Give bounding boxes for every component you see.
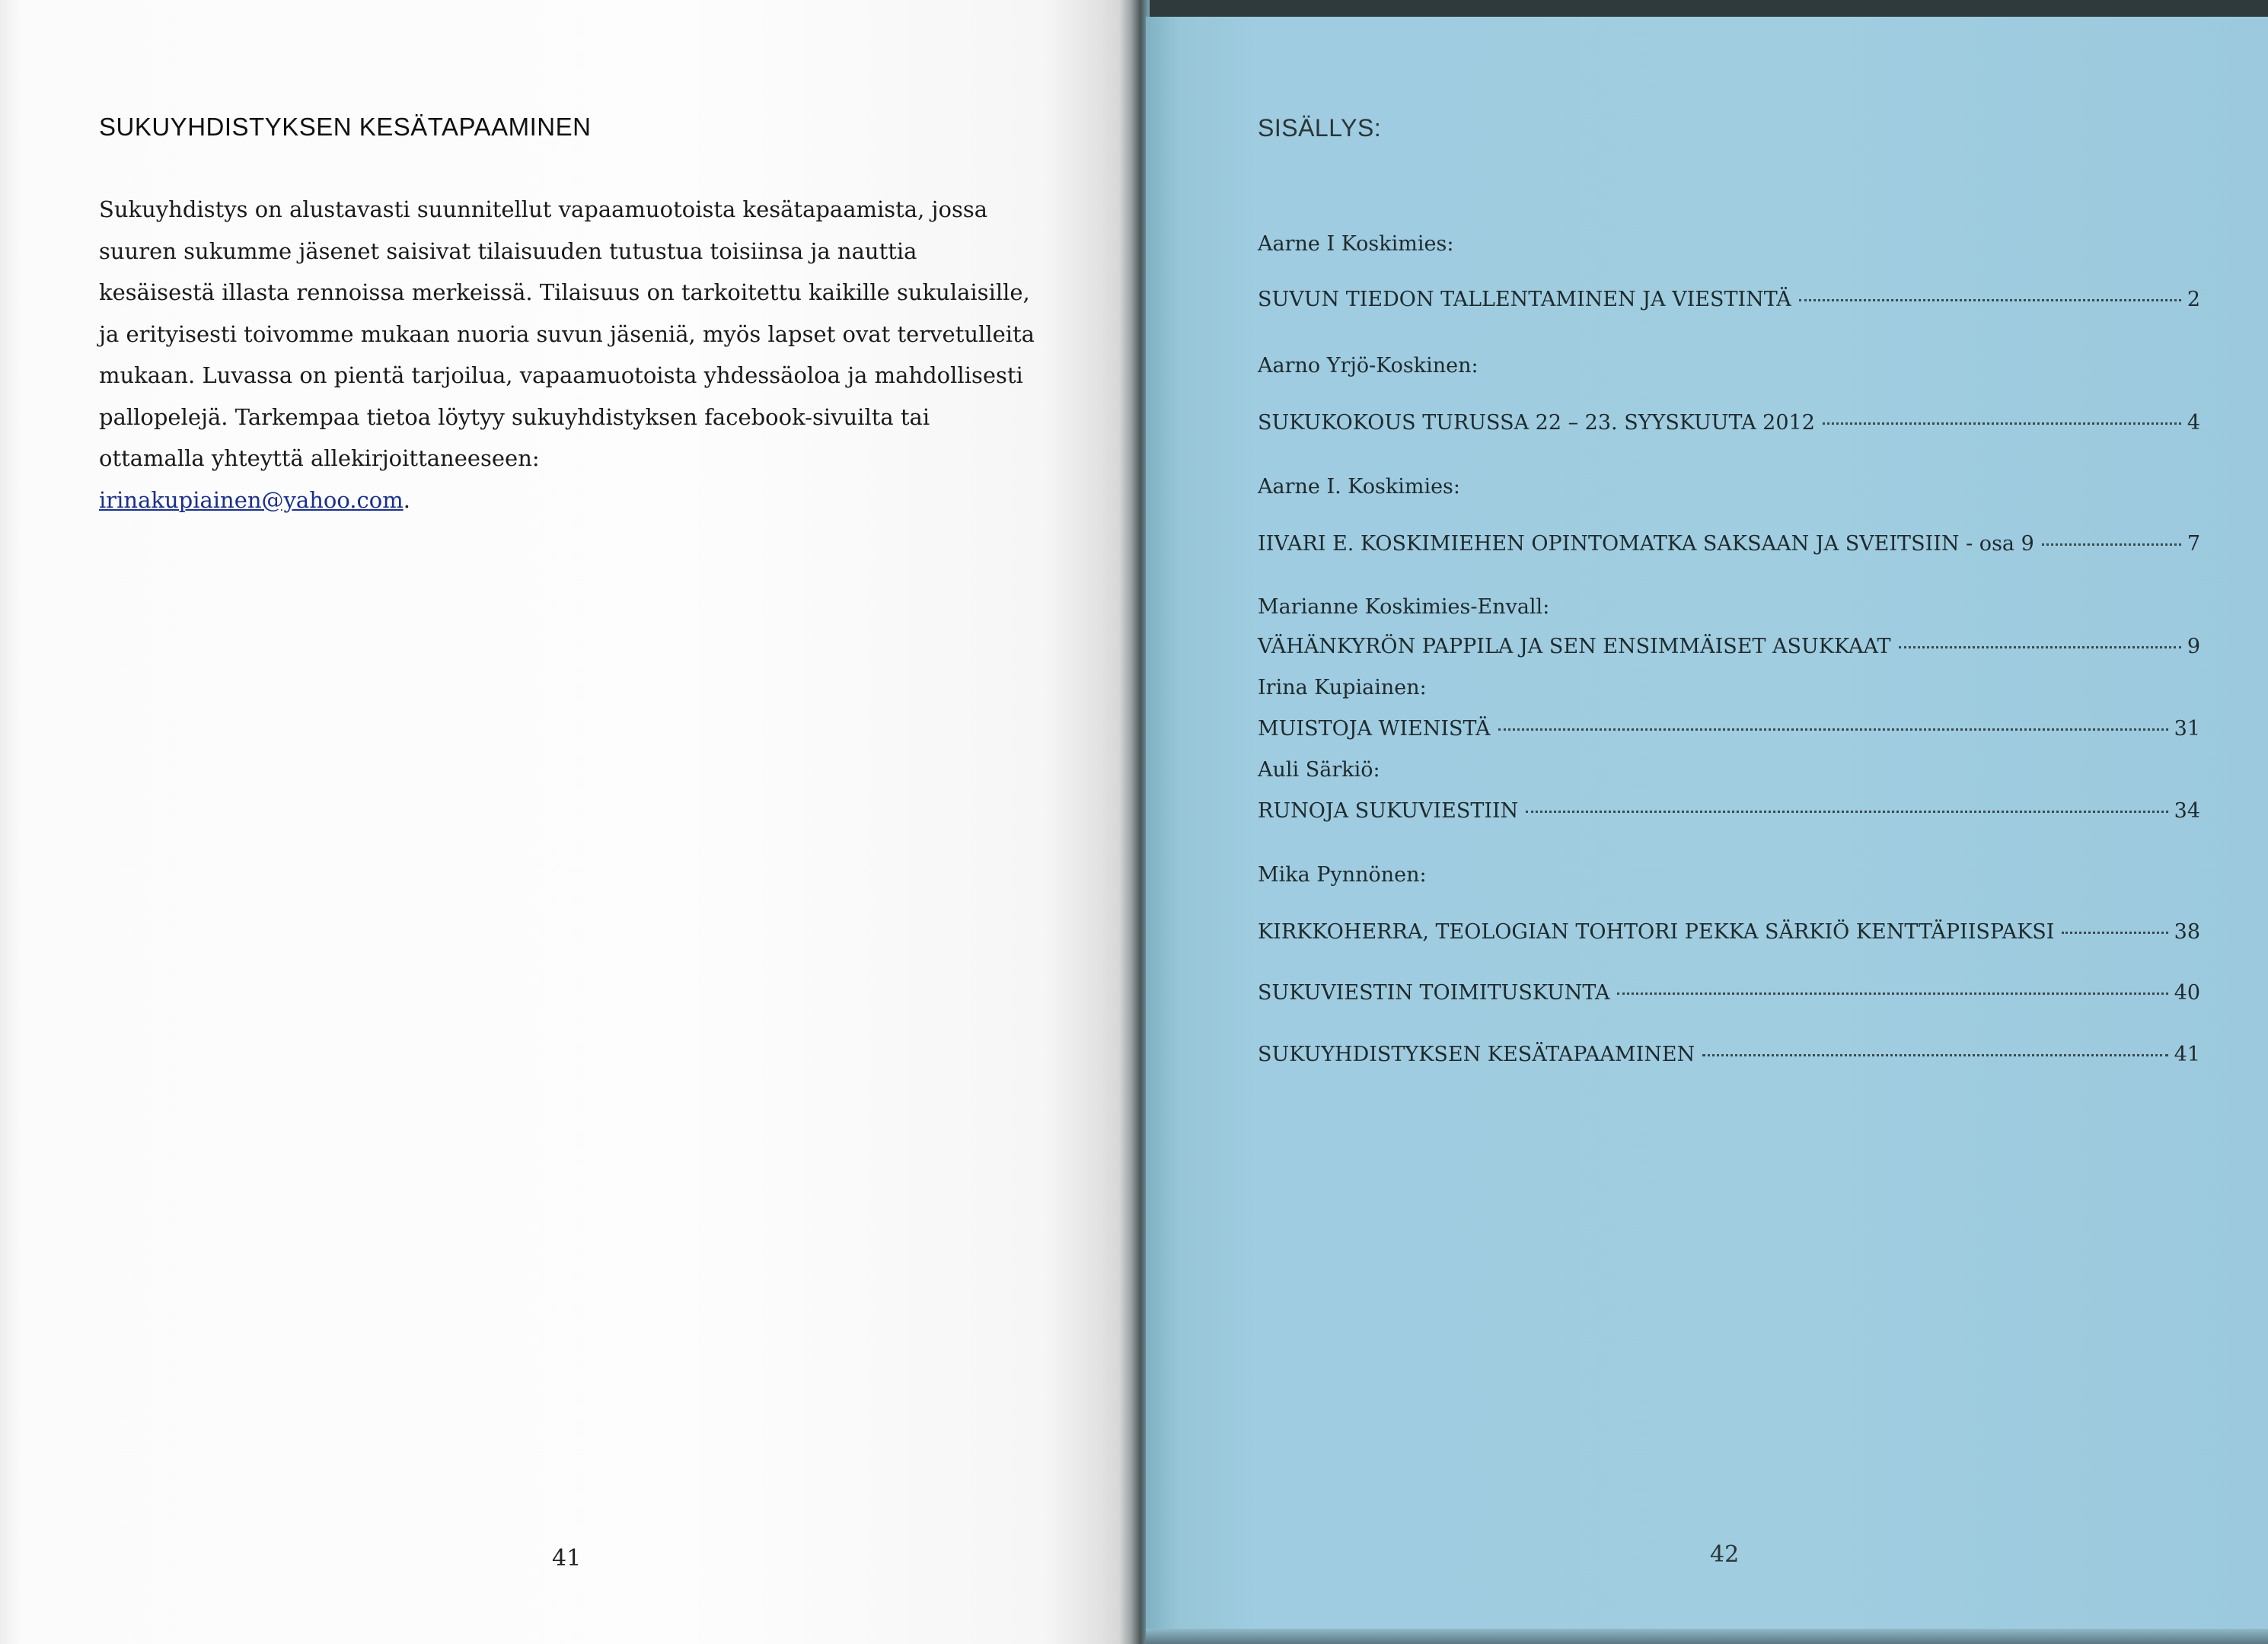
toc-author: Auli Särkiö: bbox=[1258, 758, 1380, 782]
toc-entry bbox=[1258, 799, 2200, 823]
toc-dot-leader bbox=[1498, 728, 2168, 731]
toc-author: Aarno Yrjö-Koskinen: bbox=[1258, 354, 1479, 378]
toc-author: Marianne Koskimies-Envall: bbox=[1258, 595, 1550, 619]
toc-dot-leader bbox=[1702, 1054, 2168, 1056]
toc-entry-title: IIVARI E. KOSKIMIEHEN OPINTOMATKA SAKSAAN JA SVEITSIIN - osa 9 bbox=[1258, 532, 2034, 556]
toc-entry-title: VÄHÄNKYRÖN PAPPILA JA SEN ENSIMMÄISET ASUKKAAT bbox=[1258, 635, 1891, 658]
toc-dot-leader bbox=[2042, 543, 2181, 546]
toc-author: Irina Kupiainen: bbox=[1258, 676, 1427, 699]
right-page-number: 42 bbox=[1710, 1541, 1740, 1568]
toc-entry-title: SUKUVIESTIN TOIMITUSKUNTA bbox=[1258, 981, 1610, 1005]
toc-entry bbox=[1258, 1043, 2200, 1066]
email-link[interactable]: irinakupiainen@yahoo.com bbox=[99, 486, 404, 513]
toc-entry-page: 9 bbox=[2187, 635, 2200, 658]
left-page-number: 41 bbox=[552, 1545, 582, 1572]
toc-entry-page: 4 bbox=[2187, 411, 2200, 435]
toc-dot-leader bbox=[1799, 299, 2181, 301]
toc-entry-title: MUISTOJA WIENISTÄ bbox=[1258, 717, 1491, 741]
toc-entry-title: SUVUN TIEDON TALLENTAMINEN JA VIESTINTÄ bbox=[1258, 288, 1791, 311]
book-gutter bbox=[1119, 0, 1150, 1644]
body-text: Sukuyhdistys on alustavasti suunnitellut vapaamuotoista kesätapaamista, jossa suuren sukumme jäsenet saisivat tilaisuuden tutustua toisiinsa ja nauttia kesäisestä illasta rennoissa merkeissä. Tilaisuus on tarkoitettu kaikille sukulaisille, ja erityisesti toivomme mukaan nuoria suvun jäseniä, myös lapset ovat tervetulleita mukaan. Luvassa on pientä tarjoilua, vapaamuotoista yhdessäoloa ja mahdollisesti pallopelejä. Tarkempaa tietoa löytyy sukuyhdistyksen facebook-sivuilta tai ottamalla yhteyttä allekirjoittaneeseen: bbox=[99, 196, 1035, 471]
toc-entry bbox=[1258, 920, 2200, 944]
toc-entry bbox=[1258, 288, 2200, 311]
toc-entry-page: 31 bbox=[2174, 717, 2200, 741]
toc-entry-title: SUKUYHDISTYKSEN KESÄTAPAAMINEN bbox=[1258, 1043, 1695, 1066]
toc-dot-leader bbox=[1526, 811, 2168, 813]
toc-entry-title: KIRKKOHERRA, TEOLOGIAN TOHTORI PEKKA SÄRKIÖ KENTTÄPIISPAKSI bbox=[1258, 920, 2055, 944]
toc-entry-page: 34 bbox=[2174, 799, 2200, 823]
toc-entry-page: 7 bbox=[2187, 532, 2200, 556]
right-page bbox=[1146, 17, 2268, 1644]
page-bottom-edge bbox=[1146, 1629, 2268, 1644]
toc-dot-leader bbox=[1899, 646, 2181, 648]
toc-author: Aarne I. Koskimies: bbox=[1258, 475, 1461, 499]
toc-heading: SISÄLLYS: bbox=[1258, 114, 1382, 142]
toc-entry-page: 41 bbox=[2174, 1043, 2200, 1066]
toc-dot-leader bbox=[2062, 932, 2168, 934]
toc-entry-page: 2 bbox=[2187, 288, 2200, 311]
toc-entry bbox=[1258, 532, 2200, 556]
toc-author: Aarne I Koskimies: bbox=[1258, 232, 1454, 256]
toc-entry-title: RUNOJA SUKUVIESTIIN bbox=[1258, 799, 1519, 823]
left-page-title: SUKUYHDISTYKSEN KESÄTAPAAMINEN bbox=[99, 113, 592, 141]
toc-entry bbox=[1258, 635, 2200, 658]
toc-dot-leader bbox=[1823, 422, 2181, 425]
email-suffix: . bbox=[403, 486, 410, 513]
toc-dot-leader bbox=[1617, 992, 2168, 995]
body-paragraph bbox=[99, 189, 1035, 521]
toc-entry bbox=[1258, 717, 2200, 741]
toc-entry bbox=[1258, 981, 2200, 1005]
toc-entry bbox=[1258, 411, 2200, 435]
toc-entry-page: 38 bbox=[2174, 920, 2200, 944]
toc-author: Mika Pynnönen: bbox=[1258, 863, 1427, 887]
toc-entry-page: 40 bbox=[2174, 981, 2200, 1005]
toc-entry-title: SUKUKOKOUS TURUSSA 22 – 23. SYYSKUUTA 2012 bbox=[1258, 411, 1815, 435]
left-page-body bbox=[99, 189, 1035, 521]
